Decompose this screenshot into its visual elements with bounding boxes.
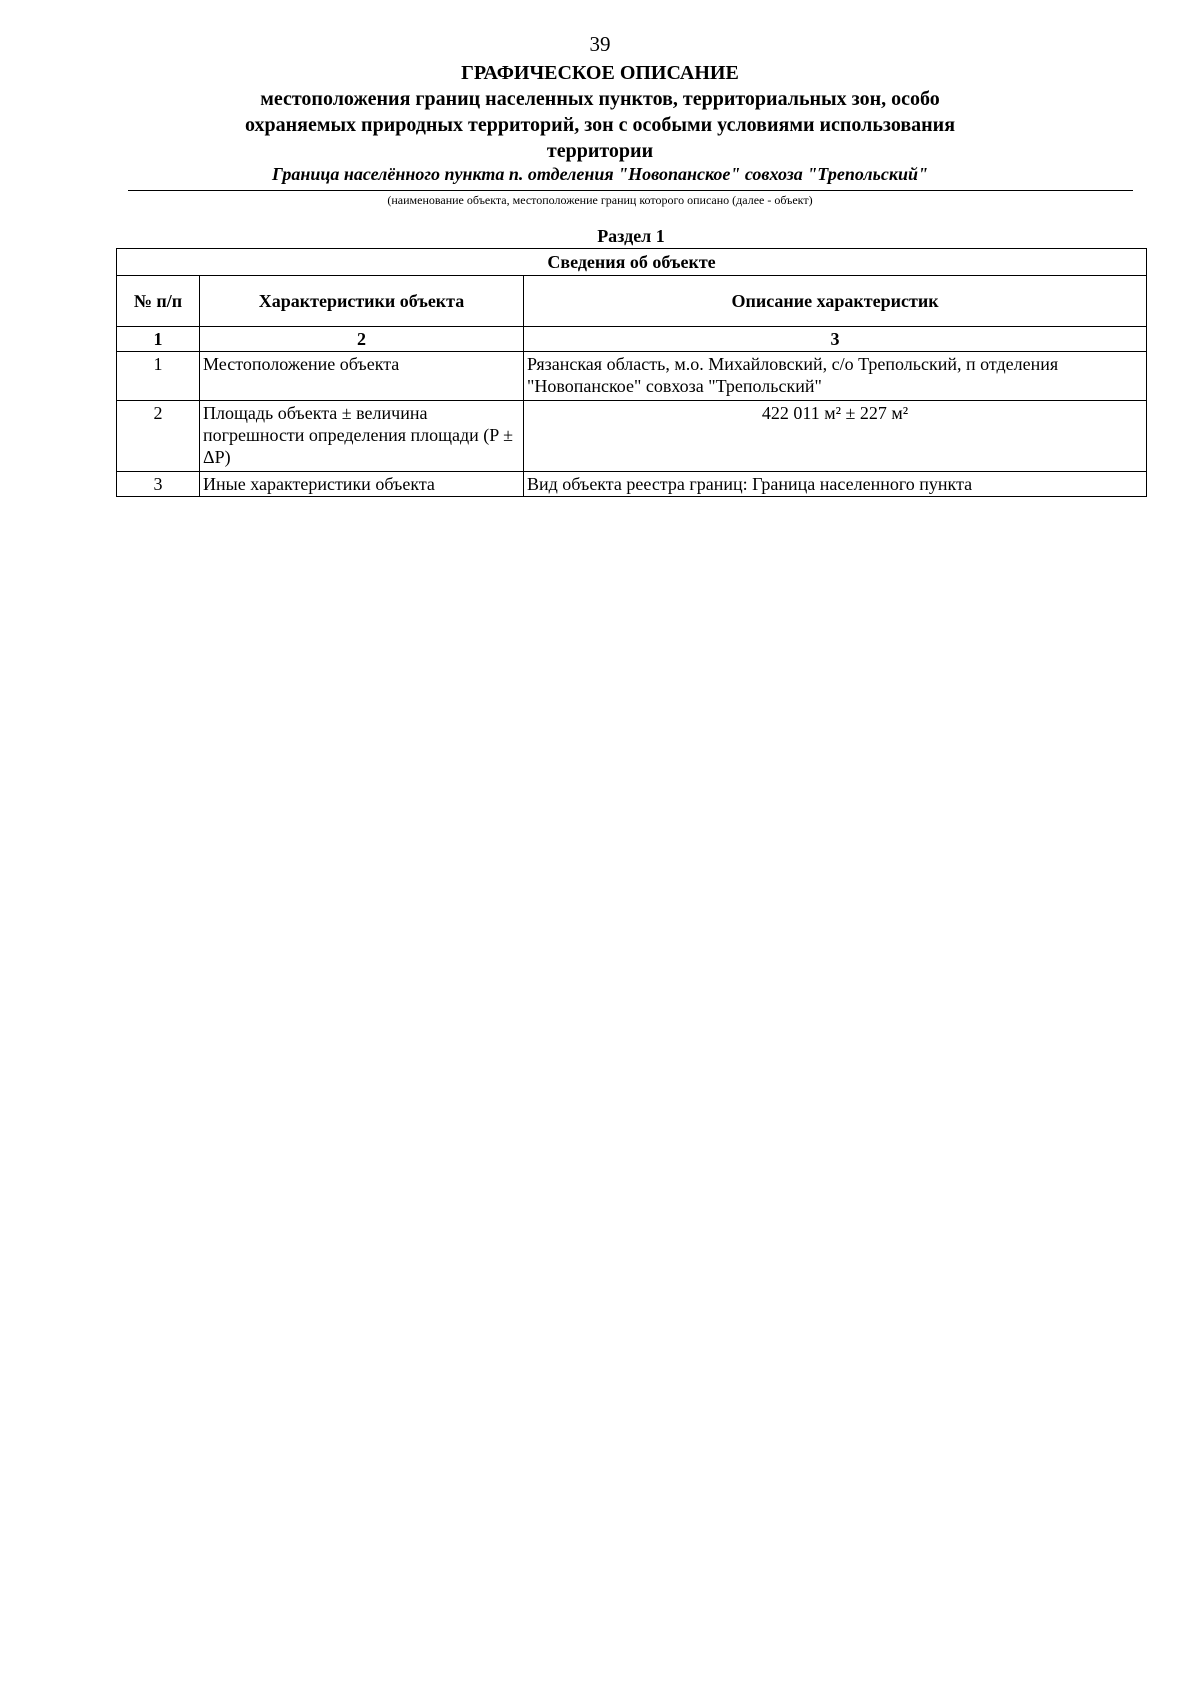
row-number: 1 xyxy=(117,352,200,401)
table-caption: Сведения об объекте xyxy=(117,249,1147,276)
object-name-underline xyxy=(128,190,1133,191)
document-title: ГРАФИЧЕСКОЕ ОПИСАНИЕ xyxy=(461,62,739,84)
row-description: Вид объекта реестра границ: Граница населенного пункта xyxy=(524,472,1147,497)
document-subtitle: местоположения границ населенных пунктов, территориальных зон, особо охраняемых природных территорий, зон с особыми условиями использования территории xyxy=(244,88,956,162)
column-number-3: 3 xyxy=(524,327,1147,352)
table-row xyxy=(117,472,1147,497)
table-header-row xyxy=(117,276,1147,327)
table-column-numbers-row xyxy=(117,327,1147,352)
row-number: 2 xyxy=(117,401,200,472)
header-number: № п/п xyxy=(117,276,200,327)
table-row xyxy=(117,401,1147,472)
row-description: Рязанская область, м.о. Михайловский, с/о Трепольский, п отделения "Новопанское" совхоза "Трепольский" xyxy=(524,352,1147,401)
table-caption-row xyxy=(117,249,1147,276)
row-characteristic: Площадь объекта ± величина погрешности определения площади (P ± ΔP) xyxy=(200,401,524,472)
header-characteristic: Характеристики объекта xyxy=(200,276,524,327)
object-info-table xyxy=(116,248,1147,497)
row-characteristic: Местоположение объекта xyxy=(200,352,524,401)
header-description: Описание характеристик xyxy=(524,276,1147,327)
page-number: 39 xyxy=(589,32,611,56)
object-name: Граница населённого пункта п. отделения "Новопанское" совхоза "Трепольский" xyxy=(272,164,928,184)
document-header xyxy=(0,60,1200,164)
object-caption: (наименование объекта, местоположение границ которого описано (далее - объект) xyxy=(387,193,813,207)
row-characteristic: Иные характеристики объекта xyxy=(200,472,524,497)
section-title: Раздел 1 xyxy=(597,226,665,246)
row-number: 3 xyxy=(117,472,200,497)
row-description: 422 011 м² ± 227 м² xyxy=(524,401,1147,472)
column-number-2: 2 xyxy=(200,327,524,352)
table-row xyxy=(117,352,1147,401)
column-number-1: 1 xyxy=(117,327,200,352)
